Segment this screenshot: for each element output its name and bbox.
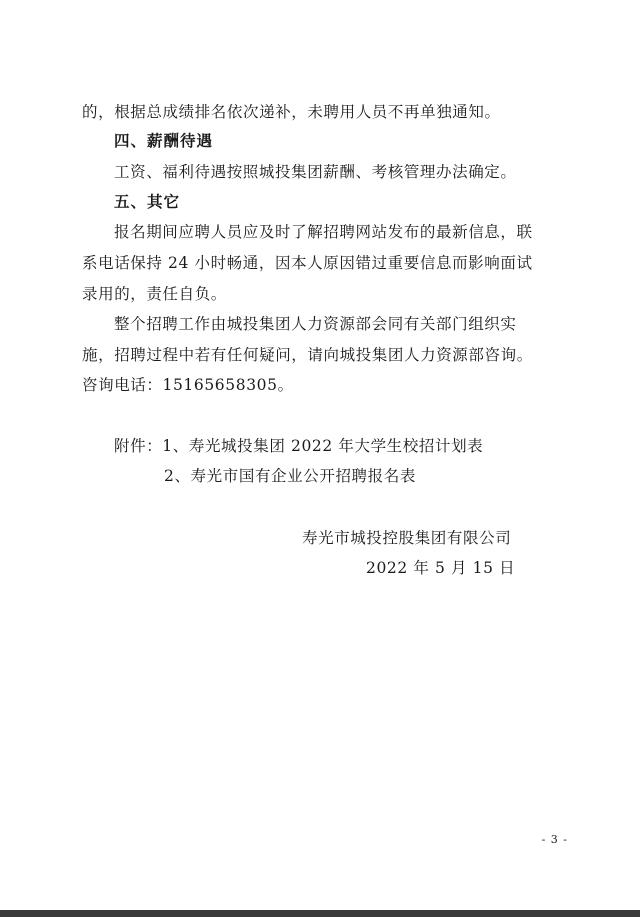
body-line-1: 的，根据总成绩排名依次递补，未聘用人员不再单独通知。 xyxy=(82,103,501,121)
contact-phone-line: 咨询电话：15165658305。 xyxy=(82,376,294,394)
attachment-2: 2、寿光市国有企业公开招聘报名表 xyxy=(164,467,416,485)
page-number: - 3 - xyxy=(541,833,568,846)
body-line-6: 整个招聘工作由城投集团人力资源部会同有关部门组织实 xyxy=(114,315,517,333)
body-line-4: 系电话保持 24 小时畅通，因本人原因错过重要信息而影响面试 xyxy=(82,254,533,272)
body-line-7: 施，招聘过程中若有任何疑问，请向城投集团人力资源部咨询。 xyxy=(82,346,533,364)
section-heading-other: 五、其它 xyxy=(114,193,181,211)
section-heading-compensation: 四、薪酬待遇 xyxy=(114,132,214,150)
signature-company: 寿光市城投控股集团有限公司 xyxy=(302,529,512,547)
body-line-3: 报名期间应聘人员应及时了解招聘网站发布的最新信息，联 xyxy=(114,223,533,241)
body-line-5: 录用的，责任自负。 xyxy=(82,285,227,303)
body-line-2: 工资、福利待遇按照城投集团薪酬、考核管理办法确定。 xyxy=(114,163,517,181)
signature-date: 2022 年 5 月 15 日 xyxy=(366,559,516,577)
attachment-1: 附件：1、寿光城投集团 2022 年大学生校招计划表 xyxy=(114,437,484,455)
viewer-bottom-edge xyxy=(0,910,640,917)
